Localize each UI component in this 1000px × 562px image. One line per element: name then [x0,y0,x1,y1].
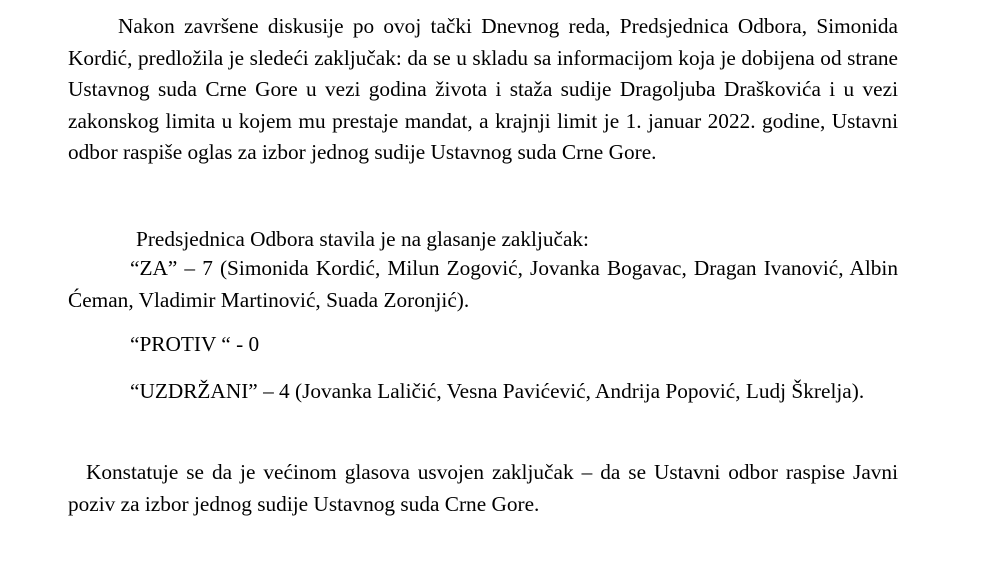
vote-against-paragraph: “PROTIV “ - 0 [130,332,260,356]
vote-announcement-paragraph: Predsjednica Odbora stavila je na glasanje zaključak: [136,227,589,251]
final-conclusion-paragraph: Konstatuje se da je većinom glasova usvojen zaključak – da se Ustavni odbor raspise Javni poziv za izbor jednog sudije Ustavnog suda Crne Gore. [68,460,898,516]
discussion-conclusion-paragraph: Nakon završene diskusije po ovoj tački Dnevnog reda, Predsjednica Odbora, Simonida Kordić, predložila je sledeći zaključak: da se u skladu sa informacijom koja je dobijena od strane Ustavnog suda Crne Gore u vezi godina života i staža sudije Dragoljuba Draškovića i u vezi zakonskog limita u kojem mu prestaje mandat, a krajnji limit je 1. januar 2022. godine, Ustavni odbor raspiše oglas za izbor jednog sudije Ustavnog suda Crne Gore. [68,14,898,165]
vote-abstain-paragraph: “UZDRŽANI” – 4 (Jovanka Laličić, Vesna Pavićević, Andrija Popović, Ludj Škrelja). [130,379,865,403]
vote-for-paragraph: “ZA” – 7 (Simonida Kordić, Milun Zogović, Jovanka Bogavac, Dragan Ivanović, Albin Ćeman, Vladimir Martinović, Suada Zoronjić). [68,256,898,312]
